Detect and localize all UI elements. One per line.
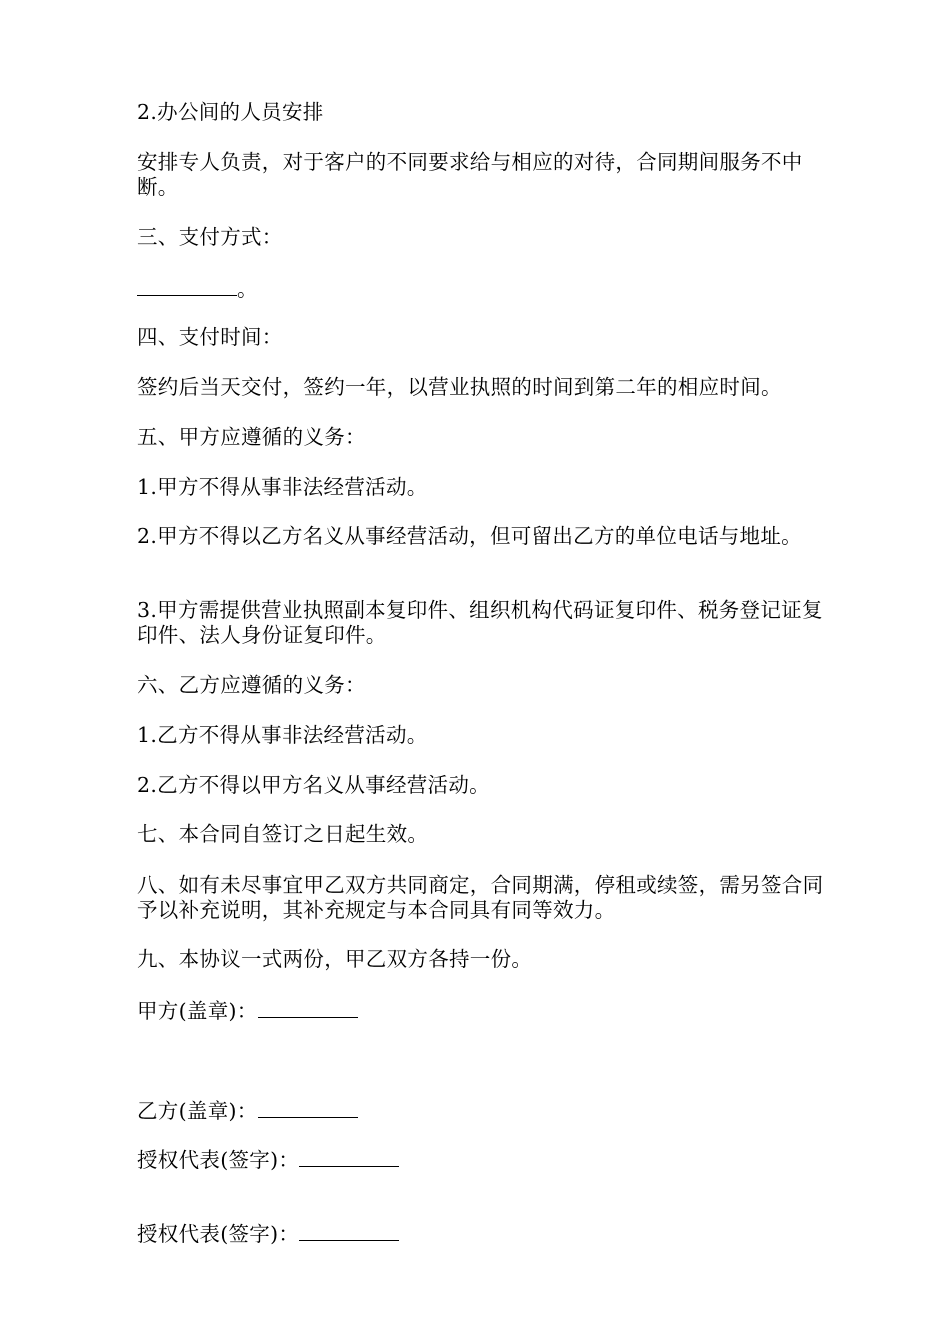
supplement-clause: 八、如有未尽事宜甲乙双方共同商定，合同期满，停租或续签，需另签合同予以补充说明，其补充规定与本合同具有同等效力。 <box>137 873 824 922</box>
payment-time-body: 签约后当天交付，签约一年，以营业执照的时间到第二年的相应时间。 <box>137 375 782 399</box>
party-a-seal-label: 甲方(盖章)： <box>137 999 258 1023</box>
party-b-duty-2: 2.乙方不得以甲方名义从事经营活动。 <box>137 773 490 797</box>
payment-method-heading: 三、支付方式： <box>137 225 283 249</box>
party-b-seal-label: 乙方(盖章)： <box>137 1099 258 1123</box>
authorized-rep-2-label: 授权代表(签字)： <box>137 1222 300 1246</box>
party-b-seal-blank[interactable] <box>258 1097 358 1118</box>
payment-method-suffix: 。 <box>237 277 258 301</box>
party-a-seal-line <box>137 997 827 1024</box>
party-b-seal-line <box>137 1097 827 1124</box>
office-staff-body: 安排专人负责，对于客户的不同要求给与相应的对待，合同期间服务不中断。 <box>137 150 803 199</box>
authorized-rep-1-label: 授权代表(签字)： <box>137 1148 300 1172</box>
authorized-rep-2-line <box>137 1220 827 1247</box>
party-b-duties-heading: 六、乙方应遵循的义务： <box>137 673 366 697</box>
payment-method-blank[interactable] <box>137 275 237 296</box>
effective-clause: 七、本合同自签订之日起生效。 <box>137 822 429 846</box>
authorized-rep-2-blank[interactable] <box>299 1220 399 1241</box>
authorized-rep-1-blank[interactable] <box>299 1146 399 1167</box>
office-staff-heading: 2.办公间的人员安排 <box>137 100 324 124</box>
party-a-duties-heading: 五、甲方应遵循的义务： <box>137 425 366 449</box>
party-a-duty-1: 1.甲方不得从事非法经营活动。 <box>137 475 428 499</box>
payment-time-heading: 四、支付时间： <box>137 325 283 349</box>
authorized-rep-1-line <box>137 1146 827 1173</box>
copies-clause: 九、本协议一式两份，甲乙双方各持一份。 <box>137 947 533 971</box>
payment-method-field <box>137 275 827 302</box>
party-a-seal-blank[interactable] <box>258 997 358 1018</box>
party-a-duty-2: 2.甲方不得以乙方名义从事经营活动，但可留出乙方的单位电话与地址。 <box>137 524 802 548</box>
party-b-duty-1: 1.乙方不得从事非法经营活动。 <box>137 723 428 747</box>
party-a-duty-3: 3.甲方需提供营业执照副本复印件、组织机构代码证复印件、税务登记证复印件、法人身份证复印件。 <box>137 598 823 647</box>
